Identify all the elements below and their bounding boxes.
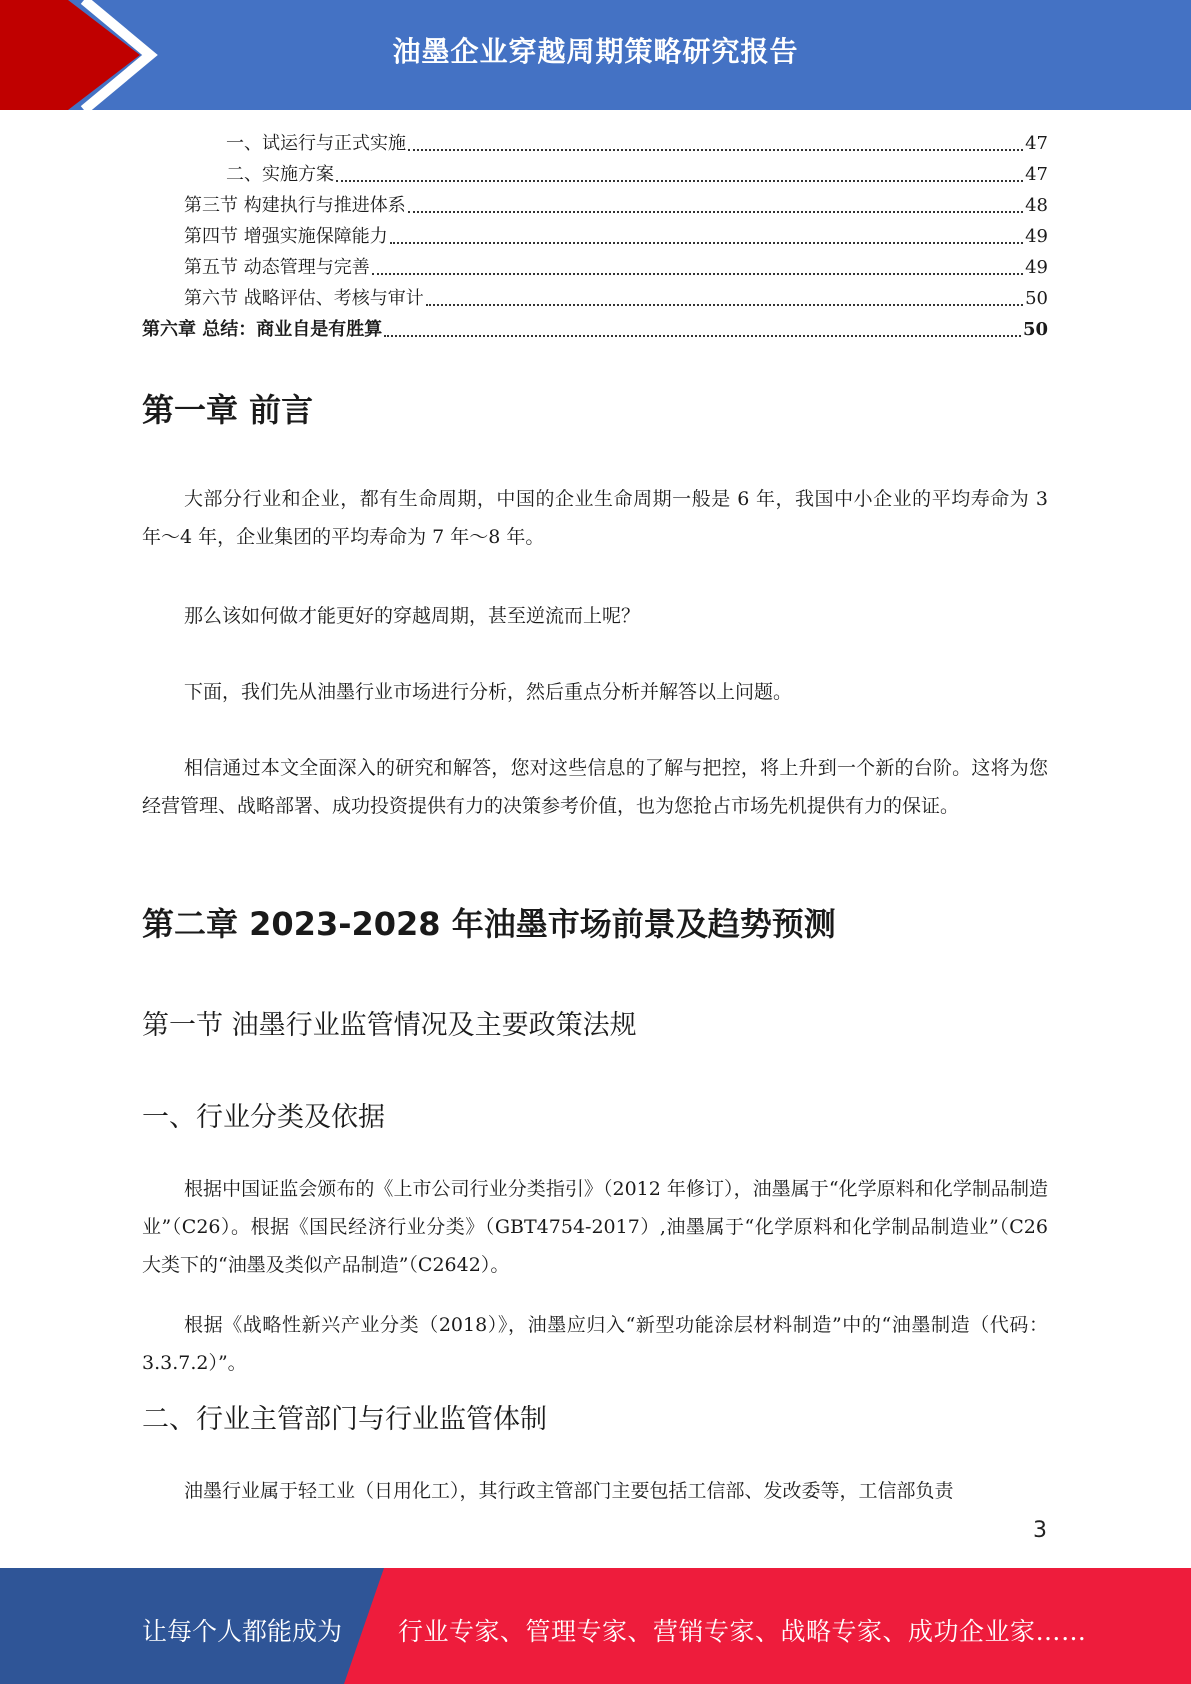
toc-entry-page: 49 <box>1025 257 1048 278</box>
toc-entry-label: 第六章 总结：商业自是有胜算 <box>142 319 383 340</box>
toc-entry-page: 47 <box>1025 164 1048 185</box>
toc-entry-label: 第六节 战略评估、考核与审计 <box>184 288 424 309</box>
toc-entry[interactable] <box>142 252 1048 283</box>
body-paragraph: 下面，我们先从油墨行业市场进行分析，然后重点分析并解答以上问题。 <box>184 681 793 703</box>
toc-leader-dots <box>336 180 1023 182</box>
toc-entry-page: 50 <box>1022 319 1048 340</box>
toc-entry[interactable] <box>142 128 1048 159</box>
chapter-heading: 第一章 前言 <box>142 391 314 429</box>
toc-entry-label: 第五节 动态管理与完善 <box>184 257 370 278</box>
body-paragraph: 油墨行业属于轻工业（日用化工），其行政主管部门主要包括工信部、发改委等，工信部负责 <box>184 1480 954 1502</box>
section-heading: 第一节 油墨行业监管情况及主要政策法规 <box>142 1010 637 1041</box>
toc-entry-label: 第三节 构建执行与推进体系 <box>184 195 406 216</box>
toc-entry-label: 一、试运行与正式实施 <box>226 133 406 154</box>
body-paragraph: 大部分行业和企业，都有生命周期，中国的企业生命周期一般是 6 年，我国中小企业的平均寿命为 3 年～4 年，企业集团的平均寿命为 7 年～8 年。 <box>142 488 1048 548</box>
body-paragraph: 那么该如何做才能更好的穿越周期，甚至逆流而上呢？ <box>184 605 641 627</box>
toc-leader-dots <box>426 304 1023 306</box>
toc-leader-dots <box>390 242 1023 244</box>
subsection-heading: 一、行业分类及依据 <box>142 1102 385 1133</box>
page-number: 3 <box>1033 1518 1047 1543</box>
toc-entry[interactable] <box>142 283 1048 314</box>
footer-slogan-roles: 行业专家、管理专家、营销专家、战略专家、成功企业家…… <box>398 1617 1087 1646</box>
toc-entry[interactable] <box>142 221 1048 252</box>
toc-entry-label: 二、实施方案 <box>226 164 334 185</box>
toc-leader-dots <box>384 335 1021 337</box>
toc-leader-dots <box>408 149 1023 151</box>
toc-entry[interactable] <box>142 190 1048 221</box>
toc-entry-page: 48 <box>1025 195 1048 216</box>
toc-entry-label: 第四节 增强实施保障能力 <box>184 226 388 247</box>
page-footer <box>0 1568 1191 1684</box>
body-paragraph: 根据《战略性新兴产业分类（2018）》，油墨应归入“新型功能涂层材料制造”中的“油墨制造（代码：3.3.7.2）”。 <box>142 1314 1048 1374</box>
toc-entry-page: 49 <box>1025 226 1048 247</box>
footer-slogan-lead: 让每个人都能成为 <box>142 1617 343 1646</box>
subsection-heading: 二、行业主管部门与行业监管体制 <box>142 1404 547 1435</box>
body-paragraph: 相信通过本文全面深入的研究和解答，您对这些信息的了解与把控，将上升到一个新的台阶。这将为您经营管理、战略部署、成功投资提供有力的决策参考价值，也为您抢占市场先机提供有力的保证。 <box>142 757 1048 817</box>
table-of-contents <box>142 128 1048 345</box>
toc-leader-dots <box>372 273 1023 275</box>
report-title: 油墨企业穿越周期策略研究报告 <box>392 35 799 68</box>
page-header <box>0 0 1191 110</box>
toc-entry[interactable] <box>142 314 1048 345</box>
body-paragraph: 根据中国证监会颁布的《上市公司行业分类指引》（2012 年修订），油墨属于“化学原料和化学制品制造业”（C26）。根据《国民经济行业分类》（GBT4754-2017）,油墨属于“化学原料和化学制品制造业”（C26 大类下的“油墨及类似产品制造”（C2642）。 <box>142 1178 1048 1276</box>
toc-entry-page: 50 <box>1025 288 1048 309</box>
toc-entry-page: 47 <box>1025 133 1048 154</box>
toc-leader-dots <box>408 211 1023 213</box>
toc-entry[interactable] <box>142 159 1048 190</box>
chapter-heading: 第二章 2023-2028 年油墨市场前景及趋势预测 <box>142 905 836 943</box>
